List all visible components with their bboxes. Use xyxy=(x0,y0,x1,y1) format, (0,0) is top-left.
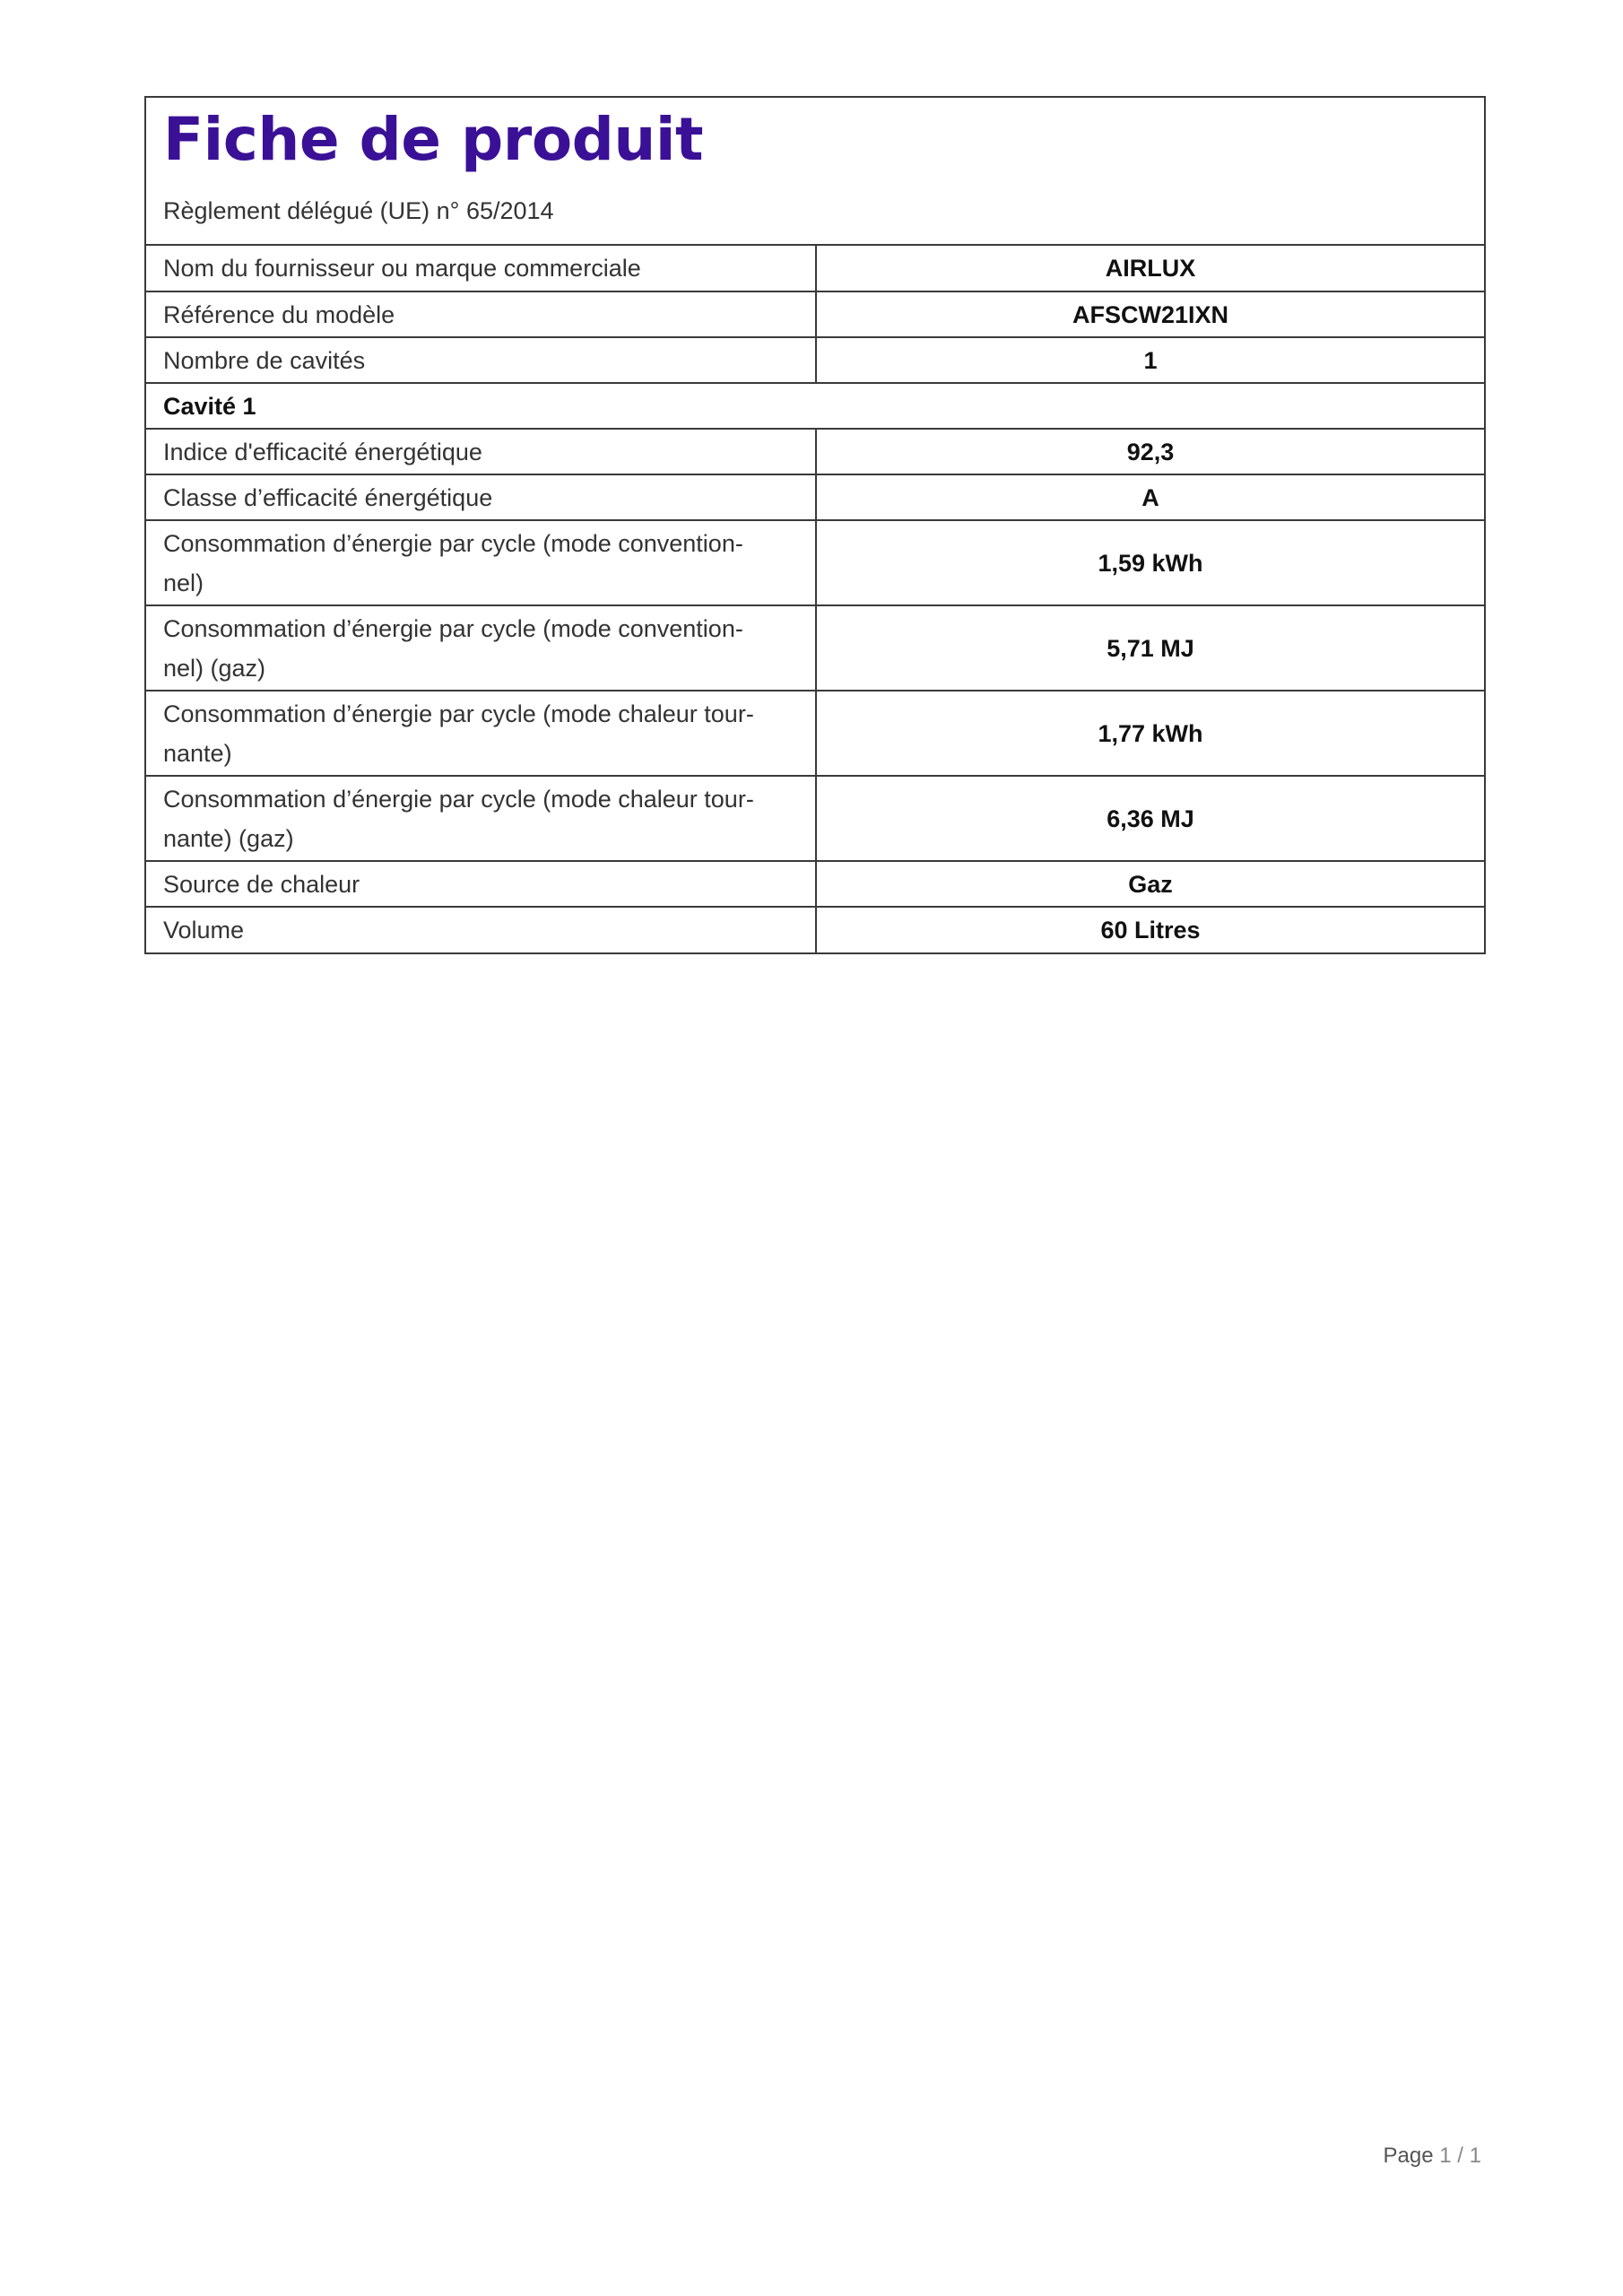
table-row xyxy=(146,291,1484,337)
sheet-header xyxy=(146,98,1484,246)
row-label: Source de chaleur xyxy=(146,861,816,907)
row-value: A xyxy=(816,474,1484,520)
table-row xyxy=(146,429,1484,474)
table-row xyxy=(146,337,1484,383)
row-label: Référence du modèle xyxy=(146,291,816,337)
table-row xyxy=(146,776,1484,861)
row-label xyxy=(146,691,816,776)
page-word: Page xyxy=(1383,2144,1434,2168)
row-label-line-2: nante) (gaz) xyxy=(163,824,294,852)
row-value: 1 xyxy=(816,337,1484,383)
row-label: Classe d’efficacité énergétique xyxy=(146,474,816,520)
row-label-line-1: Consommation d’énergie par cycle (mode convention- xyxy=(163,614,743,642)
row-label-line-2: nel) xyxy=(163,569,204,596)
row-label-line-2: nante) xyxy=(163,739,232,767)
table-row xyxy=(146,246,1484,291)
row-value: AIRLUX xyxy=(1105,255,1196,282)
table-row xyxy=(146,861,1484,907)
row-value: AFSCW21IXN xyxy=(816,291,1484,337)
row-value: 92,3 xyxy=(816,429,1484,474)
row-value: 1,59 kWh xyxy=(816,520,1484,605)
page-number xyxy=(1384,2144,1481,2169)
table-row xyxy=(146,605,1484,691)
row-label-line-1: Consommation d’énergie par cycle (mode chaleur tour- xyxy=(163,785,754,813)
page-title: Fiche de produit xyxy=(163,105,704,174)
row-label: Nombre de cavités xyxy=(146,337,816,383)
section-heading: Cavité 1 xyxy=(146,383,1484,429)
row-label-line-1: Consommation d’énergie par cycle (mode convention- xyxy=(163,529,743,557)
product-table xyxy=(146,246,1484,952)
row-value: Gaz xyxy=(816,861,1484,907)
table-row xyxy=(146,907,1484,952)
row-value: 5,71 MJ xyxy=(816,605,1484,691)
table-row xyxy=(146,474,1484,520)
product-sheet xyxy=(144,96,1486,954)
page-total: 1 xyxy=(1469,2144,1481,2168)
row-value: 6,36 MJ xyxy=(816,776,1484,861)
row-label-line-2: nel) (gaz) xyxy=(163,654,266,682)
row-label xyxy=(146,776,816,861)
row-label xyxy=(146,605,816,691)
table-row xyxy=(146,691,1484,776)
row-label: Indice d'efficacité énergétique xyxy=(146,429,816,474)
row-label-line-1: Consommation d’énergie par cycle (mode chaleur tour- xyxy=(163,700,754,727)
row-label: Volume xyxy=(146,907,816,952)
row-label: Nom du fournisseur ou marque commerciale xyxy=(146,246,816,291)
row-value: 60 Litres xyxy=(816,907,1484,952)
table-row xyxy=(146,520,1484,605)
regulation-subtitle: Règlement délégué (UE) n° 65/2014 xyxy=(163,197,554,224)
page-separator: / xyxy=(1457,2144,1463,2168)
row-value: 1,77 kWh xyxy=(816,691,1484,776)
page-current: 1 xyxy=(1439,2144,1452,2168)
row-label xyxy=(146,520,816,605)
section-row xyxy=(146,383,1484,429)
